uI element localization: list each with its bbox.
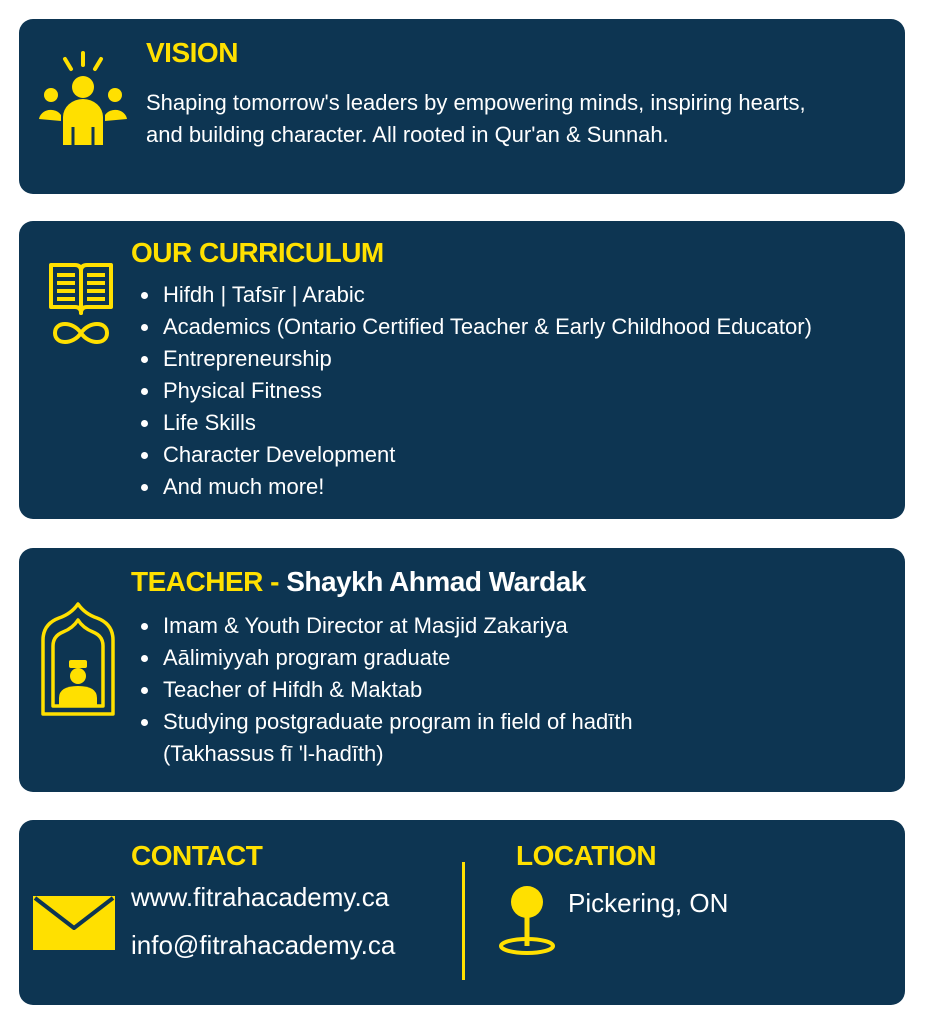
list-item: Imam & Youth Director at Masjid Zakariya xyxy=(163,610,633,642)
contact-heading: CONTACT xyxy=(131,840,263,871)
divider xyxy=(462,862,465,980)
list-item: Academics (Ontario Certified Teacher & Early Childhood Educator) xyxy=(163,311,812,343)
list-item: Hifdh | Tafsīr | Arabic xyxy=(163,279,812,311)
location-text: Pickering, ON xyxy=(568,888,729,918)
list-item: And much more! xyxy=(163,471,812,503)
list-item: Entrepreneurship xyxy=(163,343,812,375)
curriculum-list xyxy=(137,279,812,503)
leader-people-icon xyxy=(37,49,129,154)
teacher-list xyxy=(137,610,633,738)
envelope-icon xyxy=(33,896,115,955)
mosque-arch-person-icon xyxy=(39,602,117,723)
teacher-heading xyxy=(131,566,586,598)
curriculum-card xyxy=(19,221,905,519)
map-pin-icon xyxy=(495,884,559,961)
contact-card xyxy=(19,820,905,1005)
email-link[interactable]: info@fitrahacademy.ca xyxy=(131,930,396,960)
vision-text: Shaping tomorrow's leaders by empowering minds, inspiring hearts, and building character. All rooted in Qur'an & Sunnah. xyxy=(146,90,806,147)
vision-card xyxy=(19,19,905,194)
vision-heading: VISION xyxy=(146,37,238,68)
book-infinity-icon xyxy=(47,259,115,360)
list-item: Teacher of Hifdh & Maktab xyxy=(163,674,633,706)
list-item: Character Development xyxy=(163,439,812,471)
teacher-label: TEACHER - xyxy=(131,566,287,597)
teacher-card xyxy=(19,548,905,792)
list-item: Aālimiyyah program graduate xyxy=(163,642,633,674)
curriculum-heading: OUR CURRICULUM xyxy=(131,237,384,268)
location-heading: LOCATION xyxy=(516,840,657,871)
list-item: Physical Fitness xyxy=(163,375,812,407)
teacher-name: Shaykh Ahmad Wardak xyxy=(286,566,586,597)
website-link[interactable]: www.fitrahacademy.ca xyxy=(131,882,390,912)
teacher-item-continuation: (Takhassus fī 'l-hadīth) xyxy=(163,741,384,766)
list-item: Studying postgraduate program in field of hadīth xyxy=(163,706,633,738)
list-item: Life Skills xyxy=(163,407,812,439)
